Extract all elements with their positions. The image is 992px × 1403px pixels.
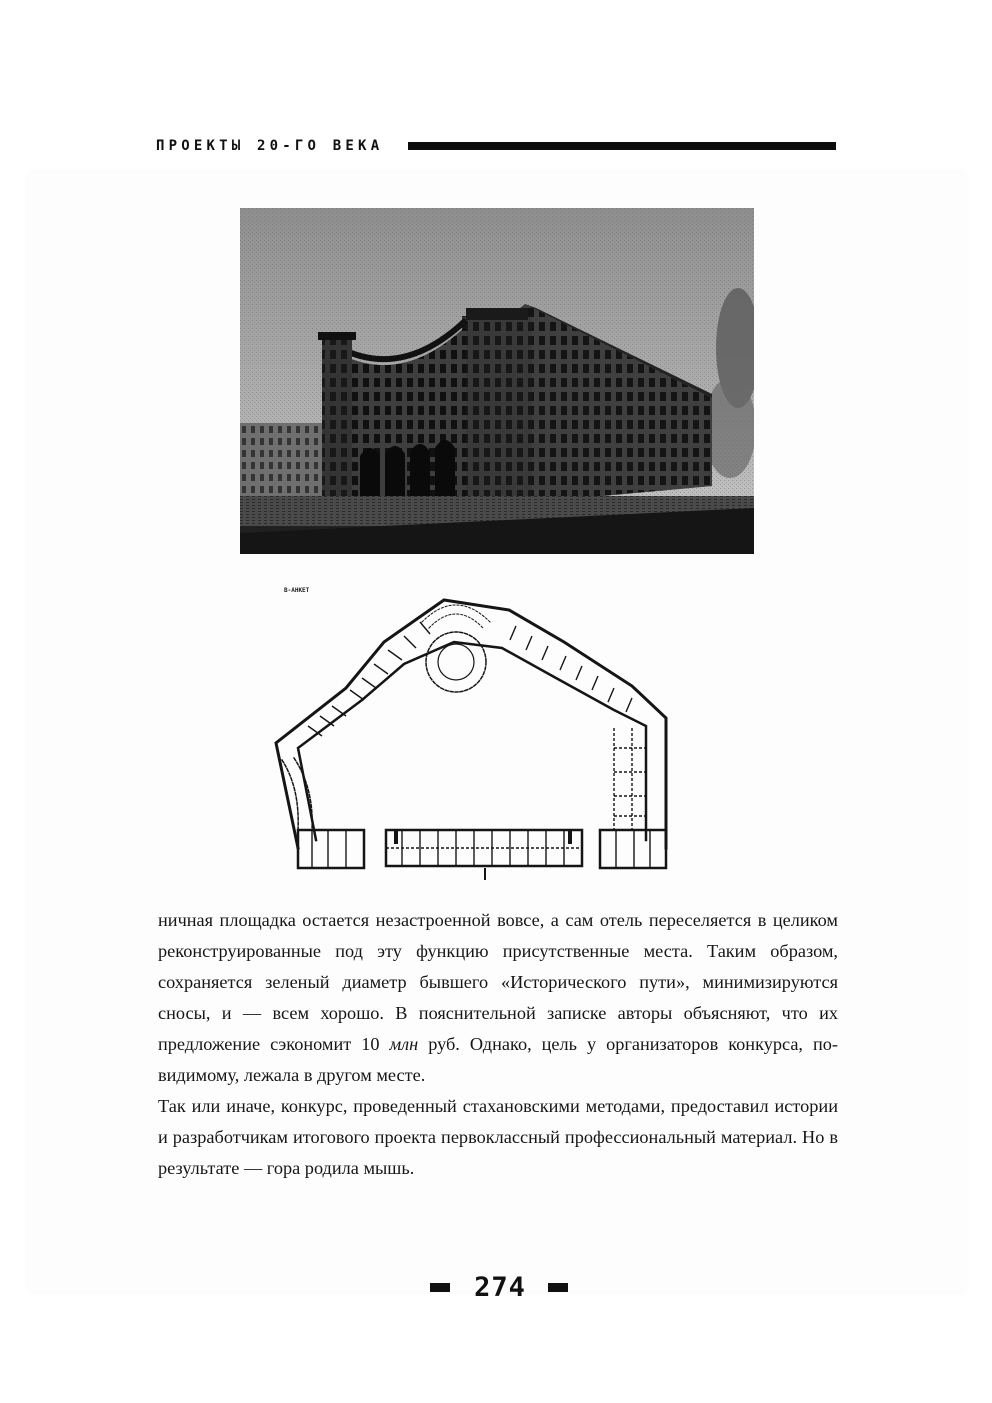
page-number-right-mark bbox=[548, 1283, 568, 1292]
building-photo bbox=[240, 208, 754, 554]
paragraph-1: ничная площадка остается незастроенной вовсе, а сам отель переселяется в целиком реконструированные под эту функцию присутственные места. Таким образом, сохраняется зеленый диаметр бывшего «Исторического пути», минимизируются сносы, и — всем хорошо. В пояснительной записке авторы объясняют, что их предложение сэкономит 10 млн руб. Однако, цель у организаторов конкурса, по-видимому, лежала в другом месте. bbox=[158, 910, 838, 1085]
body-text bbox=[158, 905, 838, 1184]
floor-plan bbox=[254, 578, 678, 886]
running-head bbox=[156, 136, 836, 156]
page-number-left-mark bbox=[430, 1283, 450, 1292]
running-title: ПРОЕКТЫ 20-ГО ВЕКА bbox=[156, 138, 384, 154]
page-number: 274 bbox=[474, 1272, 526, 1303]
header-rule bbox=[408, 142, 836, 150]
plan-caption: В-АНКЕТ bbox=[284, 587, 310, 594]
paragraph-2: Так или иначе, конкурс, проведенный стахановскими методами, предоставил истории и разработчикам итогового проекта первоклассный профессиональный материал. Но в результате — гора родила мышь. bbox=[158, 1096, 838, 1178]
page-number-footer bbox=[430, 1268, 570, 1308]
unit-emphasis: млн bbox=[389, 1034, 419, 1054]
